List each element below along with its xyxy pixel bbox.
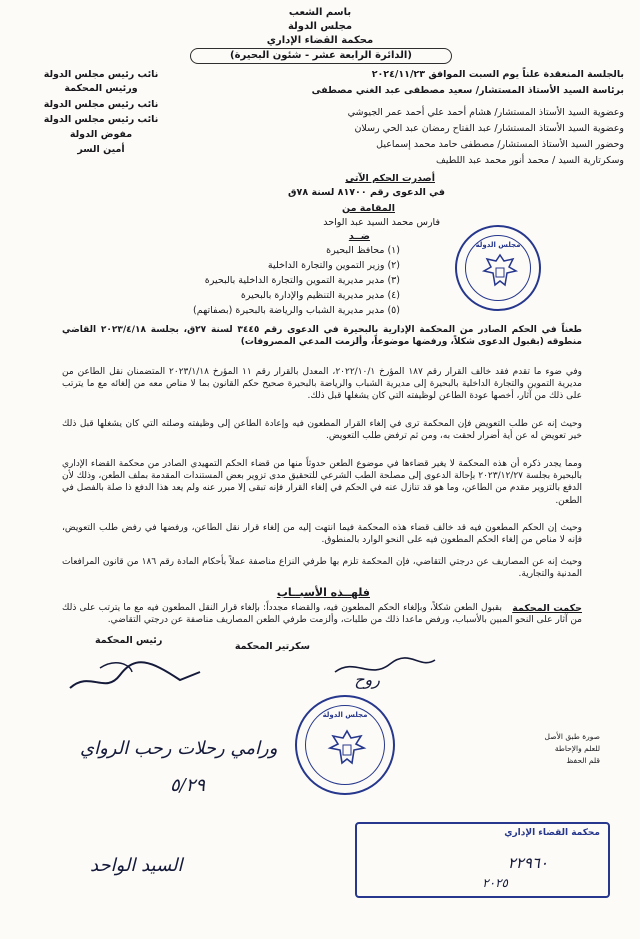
reasons-heading: فلهــذه الأسبــاب bbox=[276, 586, 370, 599]
court-stamp-top: مجلس الدولة bbox=[455, 225, 541, 311]
president-label: رئيس المحكمة bbox=[95, 635, 163, 646]
receipt-stamp-number: ٢٢٩٦٠ bbox=[507, 854, 548, 872]
verdict-text: بقبول الطعن شكلاً، وبإلغاء الحكم المطعون فيه، والقضاء مجدداً: بإلغاء قرار النقل المطعون فيه مع ما يترتب على ذلك من آثار على النحو المبين بالأسباب، ورفض ماعدا ذلك من طلبات، وألزمت طرفي الطعن المصاريف مناصفة عن درجتي التقاضي. bbox=[62, 603, 582, 626]
body-paragraph-4: وحيث إن الحكم المطعون فيه قد خالف قضاء هذه المحكمة فيما انتهت إليه من إلغاء قرار نقل الطاعن، ورفضها في رفض طلب التعويض، فإنه لا مناص من إلغاء الحكم المطعون فيه على النحو الوارد بالمنطوق. bbox=[62, 523, 582, 546]
plaintiff-name: فارس محمد السيد عبد الواحد bbox=[323, 217, 440, 228]
defendant-1: (١) محافظ البحيرة bbox=[326, 245, 400, 256]
header-council: مجلس الدولة bbox=[287, 21, 353, 32]
margin-note-3: قلم الحفظ bbox=[566, 756, 600, 765]
session-date: بالجلسة المنعقدة علناً يوم السبت الموافق ٢٠٢٤/١١/٢٣ bbox=[371, 69, 624, 80]
member-4: وسكرتارية السيد / محمد أنور محمد عبد اللطيف bbox=[436, 155, 624, 166]
member-2: وعضوية السيد الأستاذ المستشار/ عبد الفتاح رمضان عبد الحي رسلان bbox=[354, 123, 624, 134]
defendant-5: (٥) مدير مديرية الشباب والرياضة بالبحيرة (بصفاتهم) bbox=[193, 305, 400, 316]
president-signature bbox=[60, 650, 210, 700]
header-circuit: (الدائرة الرابعة عشر - شئون البحيرة) bbox=[190, 48, 452, 64]
member-2-title: نائب رئيس مجلس الدولة bbox=[43, 114, 159, 125]
header-court: محكمة القضاء الإداري bbox=[266, 35, 374, 46]
member-1-title: نائب رئيس مجلس الدولة bbox=[43, 99, 159, 110]
appeal-paragraph: طعناً في الحكم الصادر من المحكمة الإدارية بالبحيرة في الدعوى رقم ٣٤٤٥ لسنة ٢٧ق، بجلسة ٢٠٢٣/٤/١٨ القاضي منطوقه (بقبول الدعوى شكلاً، ورفضها موضوعاً، وألزمت المدعي المصروفات) bbox=[62, 325, 583, 348]
defendant-2: (٢) وزير التموين والتجارة الداخلية bbox=[267, 260, 400, 271]
defendant-3: (٣) مدير مديرية التموين والتجارة الداخلية بالبحيرة bbox=[204, 275, 400, 286]
handwritten-name-2: السيد الواحد bbox=[90, 855, 183, 876]
secretary-handwriting: روح bbox=[354, 670, 380, 689]
defendant-4: (٤) مدير مديرية التنظيم والإدارة بالبحيرة bbox=[240, 290, 400, 301]
presidency: برئاسة السيد الأستاذ المستشار/ سعيد مصطفى عبد الغني مصطفى bbox=[311, 85, 624, 96]
against-label: ضــد bbox=[348, 231, 370, 242]
body-paragraph-3: ومما يجدر ذكره أن هذه المحكمة لا يغير قضاءها في موضوع الطعن حدوثاً منها من قضاء الحكم التمهيدي الصادر من محكمة القضاء الإداري بالبحيرة بجلسة ٢٠٢٣/١٢/٢٧ بإحالة الدعوى إلى مصلحة الطب الشرعي للتحقيق مدى تزوير بعض المستندات المقدمة بملف الطعن، وذلك لأن الدفع بالتزوير مقدم من الطاعن، وما هو قد تنازل عنه في الحكم في إلغاء القرار فإنه تبقى إلا مبرر عنه ولم يعد هذا الدفع ذا صلة بالفصل في الطعن. bbox=[62, 459, 583, 506]
court-stamp-middle: مجلس الدولة bbox=[295, 695, 395, 795]
secretary-label: سكرتير المحكمة bbox=[234, 641, 310, 652]
receipt-stamp-date: ٢٠٢٥ bbox=[482, 876, 508, 890]
filed-by-label: المقامة من bbox=[342, 203, 395, 214]
handwritten-date: ٥/٢٩ bbox=[170, 775, 206, 796]
eagle-icon bbox=[327, 727, 367, 771]
header-line-1: باسم الشعب bbox=[288, 7, 352, 18]
receipt-stamp-title: محكمة القضاء الإداري bbox=[504, 828, 600, 838]
member-4-title: أمين السر bbox=[77, 144, 125, 155]
verdict-label: حكمت المحكمة bbox=[512, 603, 582, 614]
presidency-title: نائب رئيس مجلس الدولة bbox=[43, 69, 159, 80]
presidency-title-2: ورئيس المحكمة bbox=[64, 83, 138, 94]
ruling-heading: أصدرت الحكم الآتي bbox=[345, 173, 435, 184]
secretary-signature-scribble bbox=[330, 652, 440, 682]
handwritten-name-1: ورامي رحلات رحب الرواي bbox=[80, 738, 278, 759]
member-1: وعضوية السيد الأستاذ المستشار/ هشام أحمد علي أحمد عمر الجيوشي bbox=[347, 107, 624, 118]
body-paragraph-5: وحيث إنه عن المصاريف عن درجتي التقاضي، فإن المحكمة تلزم بها طرفي النزاع مناصفة عملاً بأحكام المادة رقم ١٨٦ من قانون المرافعات المدنية والتجارية. bbox=[62, 557, 582, 580]
member-3: وحضور السيد الأستاذ المستشار/ مصطفى حامد محمد إسماعيل bbox=[376, 139, 624, 150]
member-3-title: مفوض الدولة bbox=[69, 129, 133, 140]
receipt-stamp bbox=[355, 822, 610, 898]
margin-note-1: صورة طبق الأصل bbox=[544, 732, 600, 741]
case-number: في الدعوى رقم ٨١٧٠٠ لسنة ٧٨ق bbox=[288, 187, 445, 198]
body-paragraph-2: وحيث إنه عن طلب التعويض فإن المحكمة ترى في إلغاء القرار المطعون فيه وإعادة الطاعن إلى وظيفته وصلته التي كان يشغلها قبل ذلك خير تعويض له عن أية أضرار لحقت به، ومن ثم ترفض طلب التعويض. bbox=[62, 419, 582, 442]
margin-note-2: للعلم والإحاطة bbox=[554, 744, 600, 753]
body-paragraph-1: وفي ضوء ما تقدم فقد خالف القرار رقم ١٨٧ المؤرخ ٢٠٢٢/١٠/١، المعدل بالقرار رقم ١١ المؤرخ ٢٠٢٣/١/١٨ المتضمنان نقل الطاعن من مديرية التموين والتجارة الداخلية بالبحيرة إلى مديرية الشباب والرياضة بالبحيرة صحيح حكم القانون بما لا مناص معه من إلغائه مع ما يترتب على ذلك من آثار، أخصها عودة الطاعن لوظيفته التي كان يشغلها قبل ذلك. bbox=[62, 367, 582, 402]
eagle-icon bbox=[481, 251, 519, 293]
